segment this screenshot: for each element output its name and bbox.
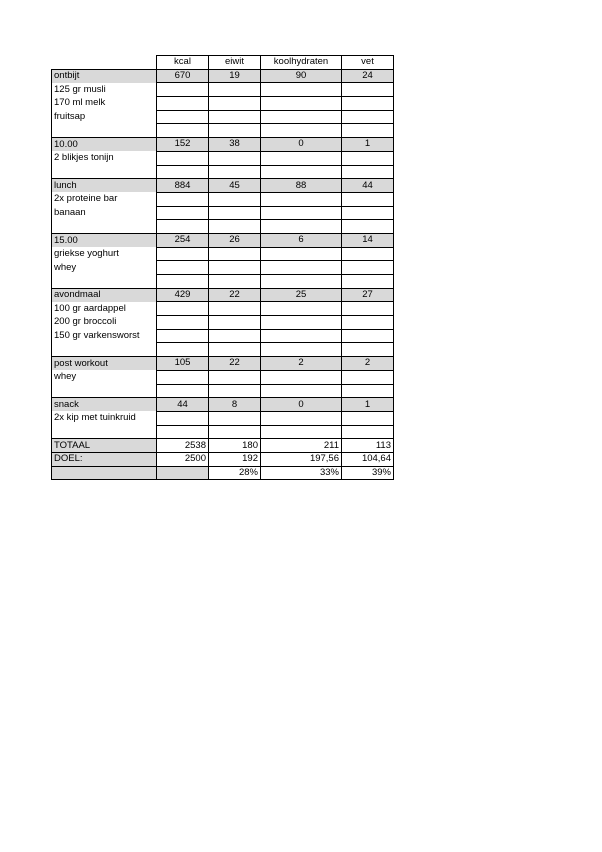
empty-cell [261, 275, 342, 289]
meal-item-label [52, 220, 157, 234]
meal-eiwit-cell: 19 [209, 69, 261, 83]
empty-cell [157, 343, 209, 357]
meal-item-row [52, 124, 394, 138]
empty-cell [261, 370, 342, 384]
meal-item-label: 125 gr musli [52, 83, 157, 97]
totals-kcal-cell: 2500 [157, 452, 209, 466]
empty-cell [209, 329, 261, 343]
meal-item-row [52, 316, 394, 330]
empty-cell [209, 151, 261, 165]
meal-name: 15.00 [52, 233, 157, 247]
totals-eiwit-cell: 180 [209, 439, 261, 453]
meal-koolhydraten-cell: 88 [261, 179, 342, 193]
meal-item-label [52, 425, 157, 439]
meal-item-row [52, 220, 394, 234]
meal-row [52, 398, 394, 412]
empty-cell [261, 261, 342, 275]
meal-row [52, 179, 394, 193]
meal-item-row [52, 370, 394, 384]
meal-eiwit-cell: 22 [209, 357, 261, 371]
empty-cell [261, 329, 342, 343]
meal-item-label [52, 343, 157, 357]
empty-cell [261, 110, 342, 124]
empty-cell [342, 124, 394, 138]
empty-cell [209, 83, 261, 97]
empty-cell [261, 302, 342, 316]
meal-item-label: 2x proteine bar [52, 192, 157, 206]
empty-cell [342, 192, 394, 206]
meal-item-row [52, 110, 394, 124]
empty-cell [261, 343, 342, 357]
empty-cell [209, 206, 261, 220]
empty-cell [261, 192, 342, 206]
empty-cell [342, 220, 394, 234]
header-corner-cell [52, 56, 157, 70]
empty-cell [209, 192, 261, 206]
empty-cell [261, 384, 342, 398]
meal-vet-cell: 24 [342, 69, 394, 83]
header-row [52, 56, 394, 70]
empty-cell [209, 411, 261, 425]
meal-item-row [52, 247, 394, 261]
meal-item-row [52, 151, 394, 165]
totals-koolhydraten-cell: 33% [261, 466, 342, 480]
totals-kcal-cell [157, 466, 209, 480]
empty-cell [342, 97, 394, 111]
meal-item-label: 170 ml melk [52, 97, 157, 111]
empty-cell [342, 110, 394, 124]
header-kcal: kcal [157, 56, 209, 70]
meal-vet-cell: 44 [342, 179, 394, 193]
meal-item-label [52, 275, 157, 289]
meal-kcal-cell: 152 [157, 138, 209, 152]
empty-cell [342, 302, 394, 316]
empty-cell [209, 425, 261, 439]
empty-cell [342, 261, 394, 275]
totals-label [52, 466, 157, 480]
meal-kcal-cell: 429 [157, 288, 209, 302]
empty-cell [157, 370, 209, 384]
empty-cell [342, 329, 394, 343]
meal-koolhydraten-cell: 90 [261, 69, 342, 83]
empty-cell [209, 370, 261, 384]
empty-cell [342, 206, 394, 220]
meal-name: lunch [52, 179, 157, 193]
meal-item-row [52, 302, 394, 316]
totals-label: DOEL: [52, 452, 157, 466]
totals-vet-cell: 113 [342, 439, 394, 453]
totals-kcal-cell: 2538 [157, 439, 209, 453]
empty-cell [157, 206, 209, 220]
meal-koolhydraten-cell: 0 [261, 138, 342, 152]
meal-name: ontbijt [52, 69, 157, 83]
meal-kcal-cell: 105 [157, 357, 209, 371]
empty-cell [157, 220, 209, 234]
totals-eiwit-cell: 192 [209, 452, 261, 466]
header-koolhydraten: koolhydraten [261, 56, 342, 70]
meal-kcal-cell: 254 [157, 233, 209, 247]
empty-cell [209, 302, 261, 316]
meal-vet-cell: 14 [342, 233, 394, 247]
meal-item-row [52, 425, 394, 439]
totals-eiwit-cell: 28% [209, 466, 261, 480]
nutrition-table-body [52, 56, 394, 480]
meal-eiwit-cell: 22 [209, 288, 261, 302]
empty-cell [157, 275, 209, 289]
meal-item-label: 150 gr varkensworst [52, 329, 157, 343]
empty-cell [209, 384, 261, 398]
meal-row [52, 288, 394, 302]
totals-row [52, 466, 394, 480]
totals-vet-cell: 104,64 [342, 452, 394, 466]
empty-cell [261, 165, 342, 179]
meal-item-row [52, 411, 394, 425]
empty-cell [209, 275, 261, 289]
empty-cell [342, 343, 394, 357]
empty-cell [209, 247, 261, 261]
totals-koolhydraten-cell: 197,56 [261, 452, 342, 466]
meal-item-label: whey [52, 370, 157, 384]
header-eiwit: eiwit [209, 56, 261, 70]
empty-cell [209, 165, 261, 179]
meal-item-label: 2x kip met tuinkruid [52, 411, 157, 425]
meal-name: post workout [52, 357, 157, 371]
meal-koolhydraten-cell: 25 [261, 288, 342, 302]
meal-item-label [52, 384, 157, 398]
empty-cell [157, 316, 209, 330]
meal-item-label [52, 165, 157, 179]
meal-vet-cell: 2 [342, 357, 394, 371]
meal-eiwit-cell: 45 [209, 179, 261, 193]
meal-vet-cell: 27 [342, 288, 394, 302]
empty-cell [157, 329, 209, 343]
empty-cell [157, 384, 209, 398]
meal-eiwit-cell: 8 [209, 398, 261, 412]
meal-eiwit-cell: 38 [209, 138, 261, 152]
empty-cell [157, 151, 209, 165]
meal-item-row [52, 275, 394, 289]
empty-cell [342, 151, 394, 165]
meal-item-row [52, 261, 394, 275]
empty-cell [261, 151, 342, 165]
empty-cell [157, 192, 209, 206]
empty-cell [342, 247, 394, 261]
meal-item-row [52, 206, 394, 220]
meal-item-row [52, 83, 394, 97]
empty-cell [209, 316, 261, 330]
empty-cell [342, 425, 394, 439]
nutrition-table [51, 55, 394, 480]
totals-koolhydraten-cell: 211 [261, 439, 342, 453]
empty-cell [261, 220, 342, 234]
empty-cell [261, 425, 342, 439]
empty-cell [209, 110, 261, 124]
meal-item-label: 2 blikjes tonijn [52, 151, 157, 165]
meal-name: avondmaal [52, 288, 157, 302]
meal-name: 10.00 [52, 138, 157, 152]
empty-cell [261, 411, 342, 425]
meal-row [52, 138, 394, 152]
empty-cell [342, 83, 394, 97]
meal-row [52, 357, 394, 371]
meal-kcal-cell: 884 [157, 179, 209, 193]
empty-cell [261, 97, 342, 111]
empty-cell [261, 83, 342, 97]
meal-item-row [52, 384, 394, 398]
meal-kcal-cell: 44 [157, 398, 209, 412]
empty-cell [342, 316, 394, 330]
empty-cell [342, 370, 394, 384]
meal-row [52, 69, 394, 83]
empty-cell [342, 384, 394, 398]
empty-cell [209, 97, 261, 111]
totals-row [52, 439, 394, 453]
empty-cell [157, 302, 209, 316]
empty-cell [209, 261, 261, 275]
meal-item-label: 100 gr aardappel [52, 302, 157, 316]
meal-item-label: whey [52, 261, 157, 275]
empty-cell [261, 247, 342, 261]
meal-koolhydraten-cell: 2 [261, 357, 342, 371]
empty-cell [209, 220, 261, 234]
meal-kcal-cell: 670 [157, 69, 209, 83]
meal-item-row [52, 97, 394, 111]
empty-cell [157, 247, 209, 261]
empty-cell [157, 411, 209, 425]
meal-koolhydraten-cell: 0 [261, 398, 342, 412]
meal-item-label [52, 124, 157, 138]
empty-cell [342, 165, 394, 179]
empty-cell [342, 275, 394, 289]
empty-cell [261, 206, 342, 220]
empty-cell [157, 261, 209, 275]
empty-cell [342, 411, 394, 425]
empty-cell [157, 97, 209, 111]
meal-item-row [52, 343, 394, 357]
totals-row [52, 452, 394, 466]
empty-cell [209, 343, 261, 357]
totals-label: TOTAAL [52, 439, 157, 453]
meal-item-row [52, 192, 394, 206]
empty-cell [157, 425, 209, 439]
meal-name: snack [52, 398, 157, 412]
meal-item-label: griekse yoghurt [52, 247, 157, 261]
empty-cell [261, 124, 342, 138]
empty-cell [209, 124, 261, 138]
meal-koolhydraten-cell: 6 [261, 233, 342, 247]
meal-vet-cell: 1 [342, 138, 394, 152]
empty-cell [261, 316, 342, 330]
meal-row [52, 233, 394, 247]
empty-cell [157, 165, 209, 179]
meal-item-label: fruitsap [52, 110, 157, 124]
meal-item-row [52, 329, 394, 343]
empty-cell [157, 110, 209, 124]
meal-item-label: banaan [52, 206, 157, 220]
totals-vet-cell: 39% [342, 466, 394, 480]
meal-item-row [52, 165, 394, 179]
meal-eiwit-cell: 26 [209, 233, 261, 247]
meal-vet-cell: 1 [342, 398, 394, 412]
empty-cell [157, 124, 209, 138]
meal-item-label: 200 gr broccoli [52, 316, 157, 330]
empty-cell [157, 83, 209, 97]
header-vet: vet [342, 56, 394, 70]
